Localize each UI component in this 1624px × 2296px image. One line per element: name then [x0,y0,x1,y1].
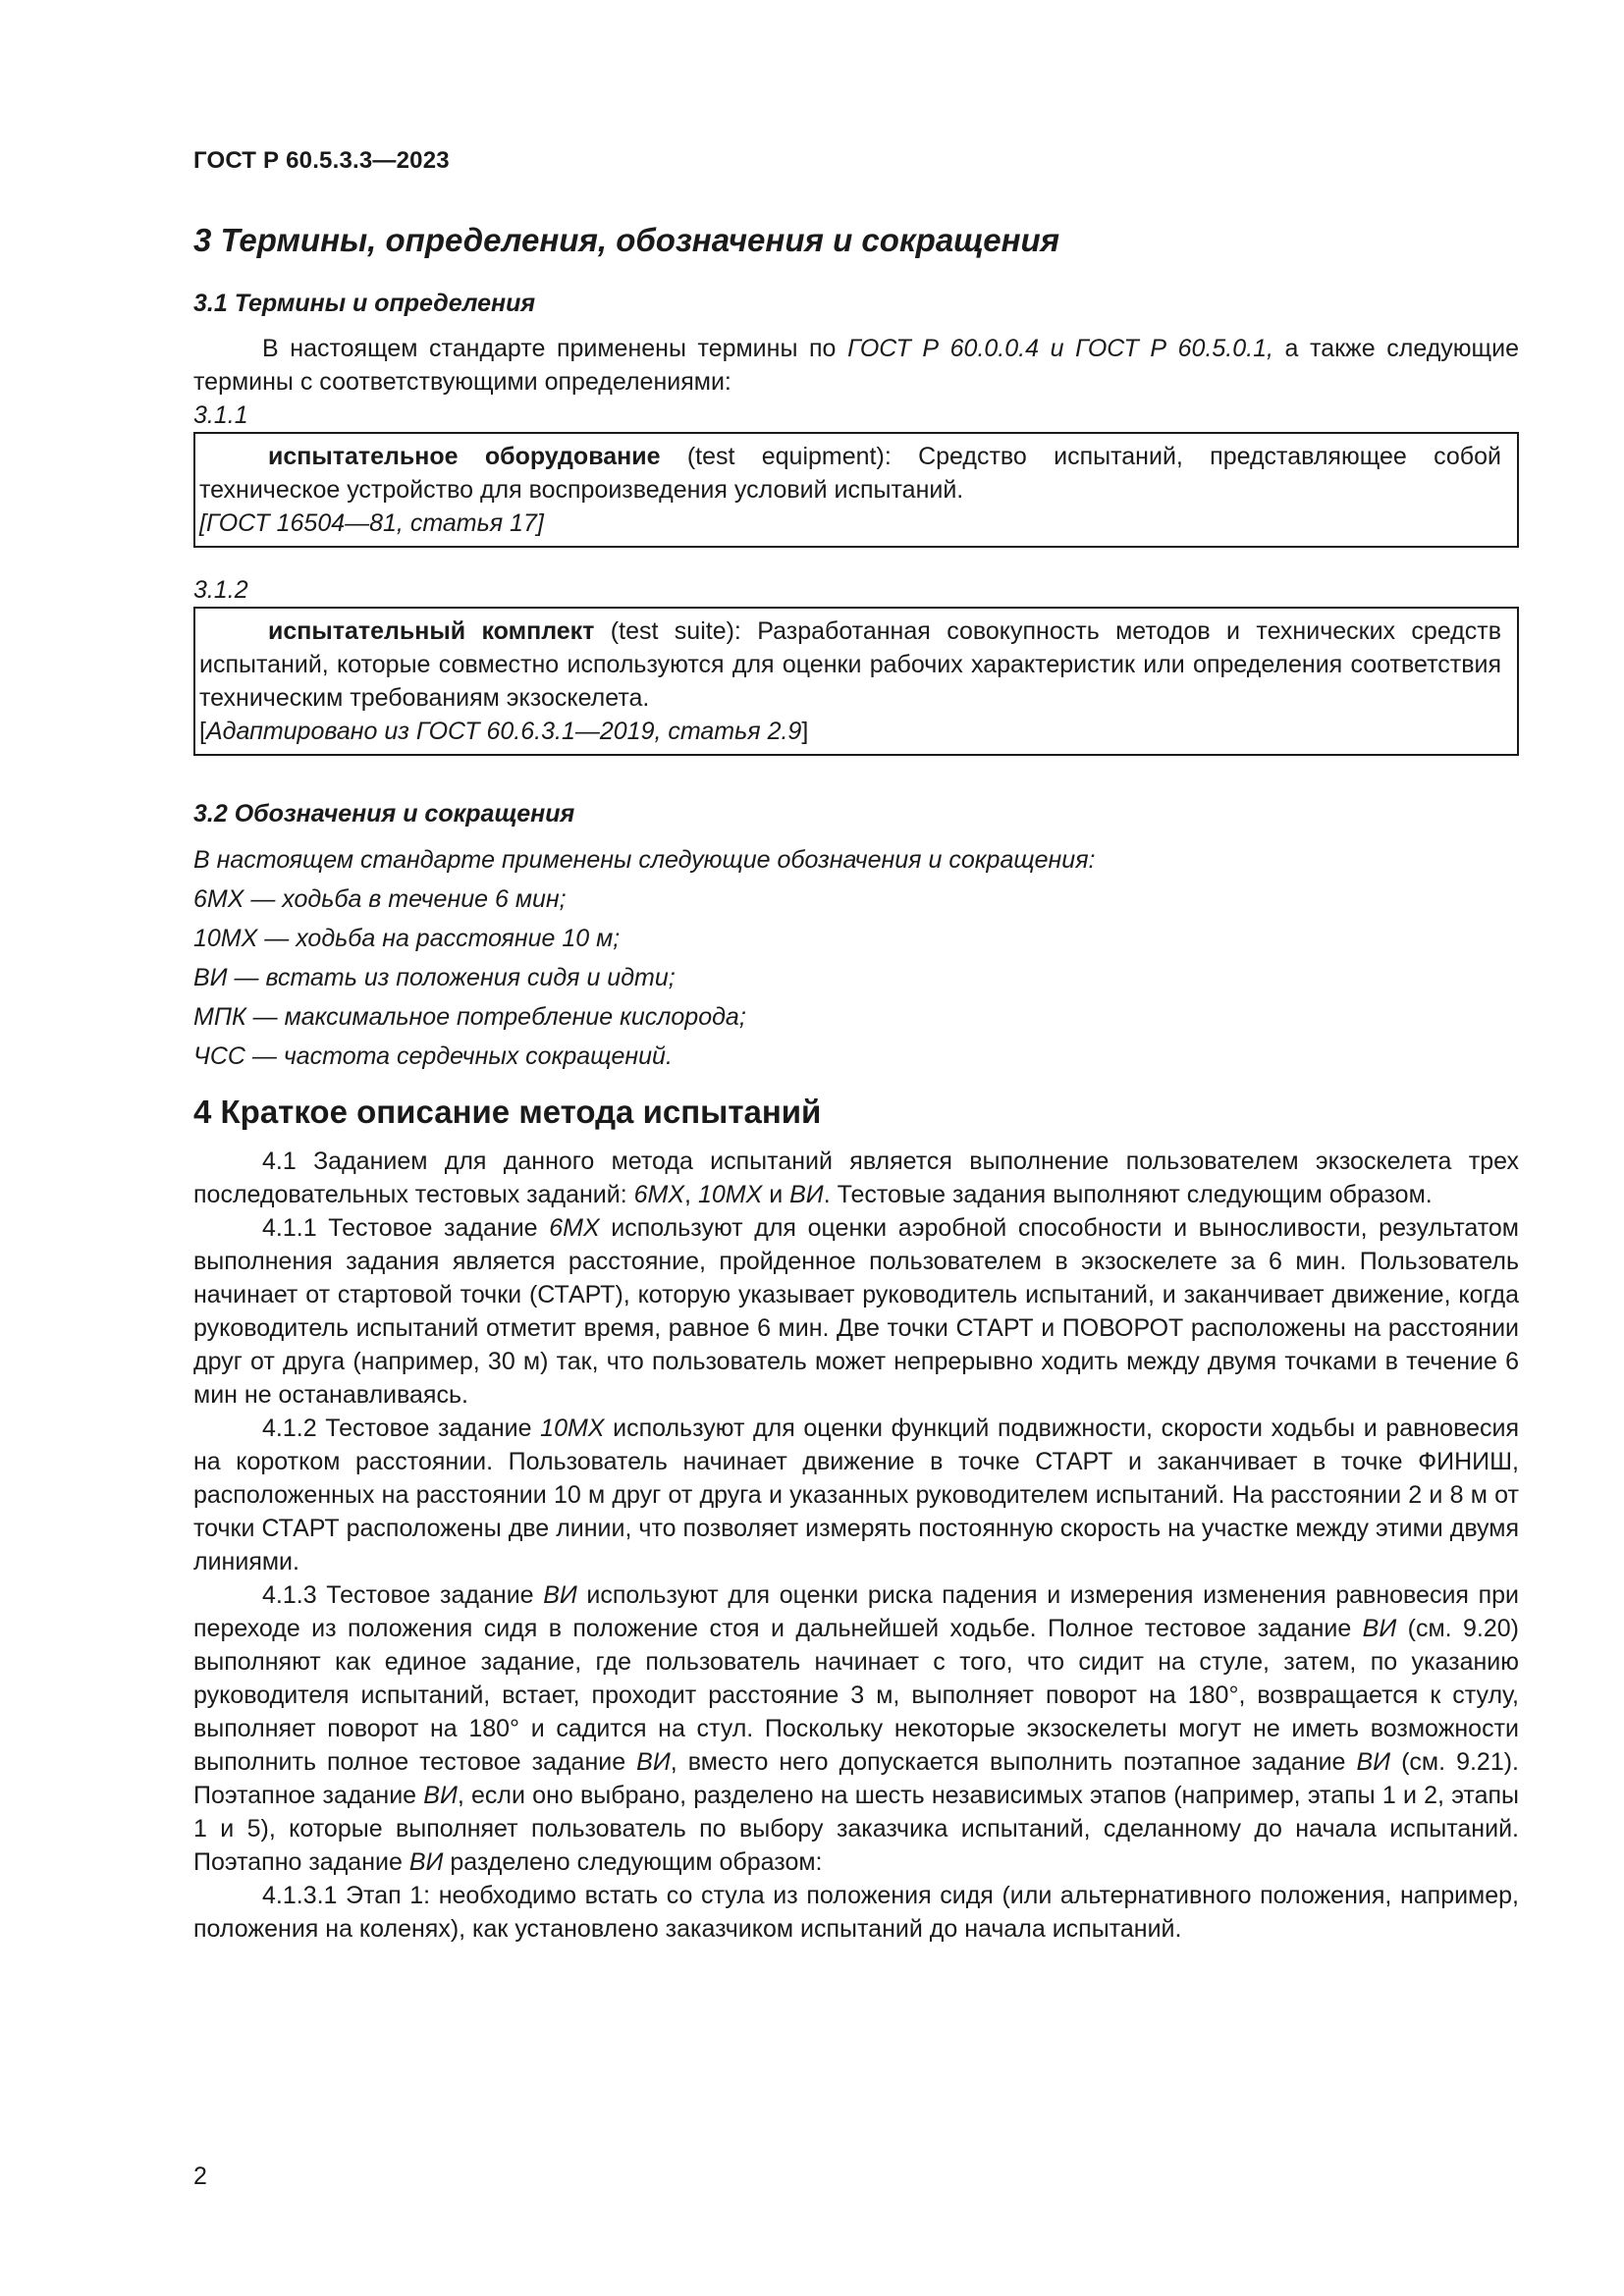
section-4-title: 4 Краткое описание метода испытаний [193,1094,822,1130]
abbreviations-intro: В настоящем стандарте применены следующие обозначения и сокращения: [193,846,1096,874]
page-content [193,218,1519,1946]
paragraph-4-1-3-1: 4.1.3.1 Этап 1: необходимо встать со стула из положения сидя (или альтернативного положения, например, положения на коленях), как установлено заказчиком испытаний до начала испытаний. [193,1882,1519,1943]
intro-paragraph: В настоящем стандарте применены термины по ГОСТ Р 60.0.0.4 и ГОСТ Р 60.5.0.1, а также следующие термины с соответствующими определениями: [193,335,1519,396]
term-3-1-2-number: 3.1.2 [193,576,248,604]
abbreviation-item: ВИ — встать из положения сидя и идти; [193,964,676,991]
page-number: 2 [193,2163,207,2190]
paragraph-4-1-2: 4.1.2 Тестовое задание 10МХ используют для оценки функций подвижности, скорости ходьбы и равновесия на коротком расстоянии. Пользователь начинает движение в точке СТАРТ и заканчивает в точке ФИНИШ, расположенных на расстоянии 10 м друг от друга и указанных руководителем испытаний. На расстоянии 2 и 8 м от точки СТАРТ расположены две линии, что позволяет измерять постоянную скорость на участке между этими двумя линиями. [193,1415,1519,1575]
term-3-1-2-definition: испытательный комплект (test suite): Разработанная совокупность методов и технических средств испытаний, которые совместно используются для оценки рабочих характеристик или определения соответствия техническим требованиям экзоскелета. [199,617,1501,712]
term-3-1-2-box [193,607,1519,756]
abbreviation-item: 10МХ — ходьба на расстояние 10 м; [193,925,621,952]
abbreviation-item: ЧСС — частота сердечных сокращений. [193,1042,673,1070]
term-3-1-1-definition: испытательное оборудование (test equipment): Средство испытаний, представляющее собой техническое устройство для воспроизведения условий испытаний. [199,443,1501,504]
term-3-1-1-number: 3.1.1 [193,401,248,429]
term-3-1-2-source: [Адаптировано из ГОСТ 60.6.3.1—2019, статья 2.9] [199,718,809,745]
subsection-3-1-title: 3.1 Термины и определения [193,290,536,317]
term-3-1-1-source: [ГОСТ 16504—81, статья 17] [199,509,544,537]
document-header: ГОСТ Р 60.5.3.3—2023 [193,147,450,174]
paragraph-4-1: 4.1 Заданием для данного метода испытаний является выполнение пользователем экзоскелета трех последовательных тестовых заданий: 6МХ, 10МХ и ВИ. Тестовые задания выполняют следующим образом. [193,1148,1519,1208]
term-3-1-1-box [193,432,1519,548]
subsection-3-2-title: 3.2 Обозначения и сокращения [193,800,575,828]
section-3-title: 3 Термины, определения, обозначения и сокращения [193,222,1060,258]
abbreviation-item: МПК — максимальное потребление кислорода; [193,1003,746,1031]
paragraph-4-1-1: 4.1.1 Тестовое задание 6МХ используют для оценки аэробной способности и выносливости, результатом выполнения задания является расстояние, пройденное пользователем в экзоскелете за 6 мин. Пользователь начинает от стартовой точки (СТАРТ), которую указывает руководитель испытаний, и заканчивает движение, когда руководитель испытаний отметит время, равное 6 мин. Две точки СТАРТ и ПОВОРОТ расположены на расстоянии друг от друга (например, 30 м) так, что пользователь может непрерывно ходить между двумя точками в течение 6 мин не останавливаясь. [193,1214,1519,1409]
abbreviation-item: 6МХ — ходьба в течение 6 мин; [193,885,567,913]
paragraph-4-1-3: 4.1.3 Тестовое задание ВИ используют для оценки риска падения и измерения изменения равновесия при переходе из положения сидя в положение стоя и дальнейшей ходьбе. Полное тестовое задание ВИ (см. 9.20) выполняют как единое задание, где пользователь начинает с того, что сидит на стуле, затем, по указанию руководителя испытаний, встает, проходит расстояние 3 м, выполняет поворот на 180°, возвращается к стулу, выполняет поворот на 180° и садится на стул. Поскольку некоторые экзоскелеты могут не иметь возможности выполнить полное тестовое задание ВИ, вместо него допускается выполнить поэтапное задание ВИ (см. 9.21). Поэтапное задание ВИ, если оно выбрано, разделено на шесть независимых этапов (например, этапы 1 и 2, этапы 1 и 5), которые выполняет пользователь по выбору заказчика испытаний, сделанному до начала испытаний. Поэтапно задание ВИ разделено следующим образом: [193,1581,1520,1876]
